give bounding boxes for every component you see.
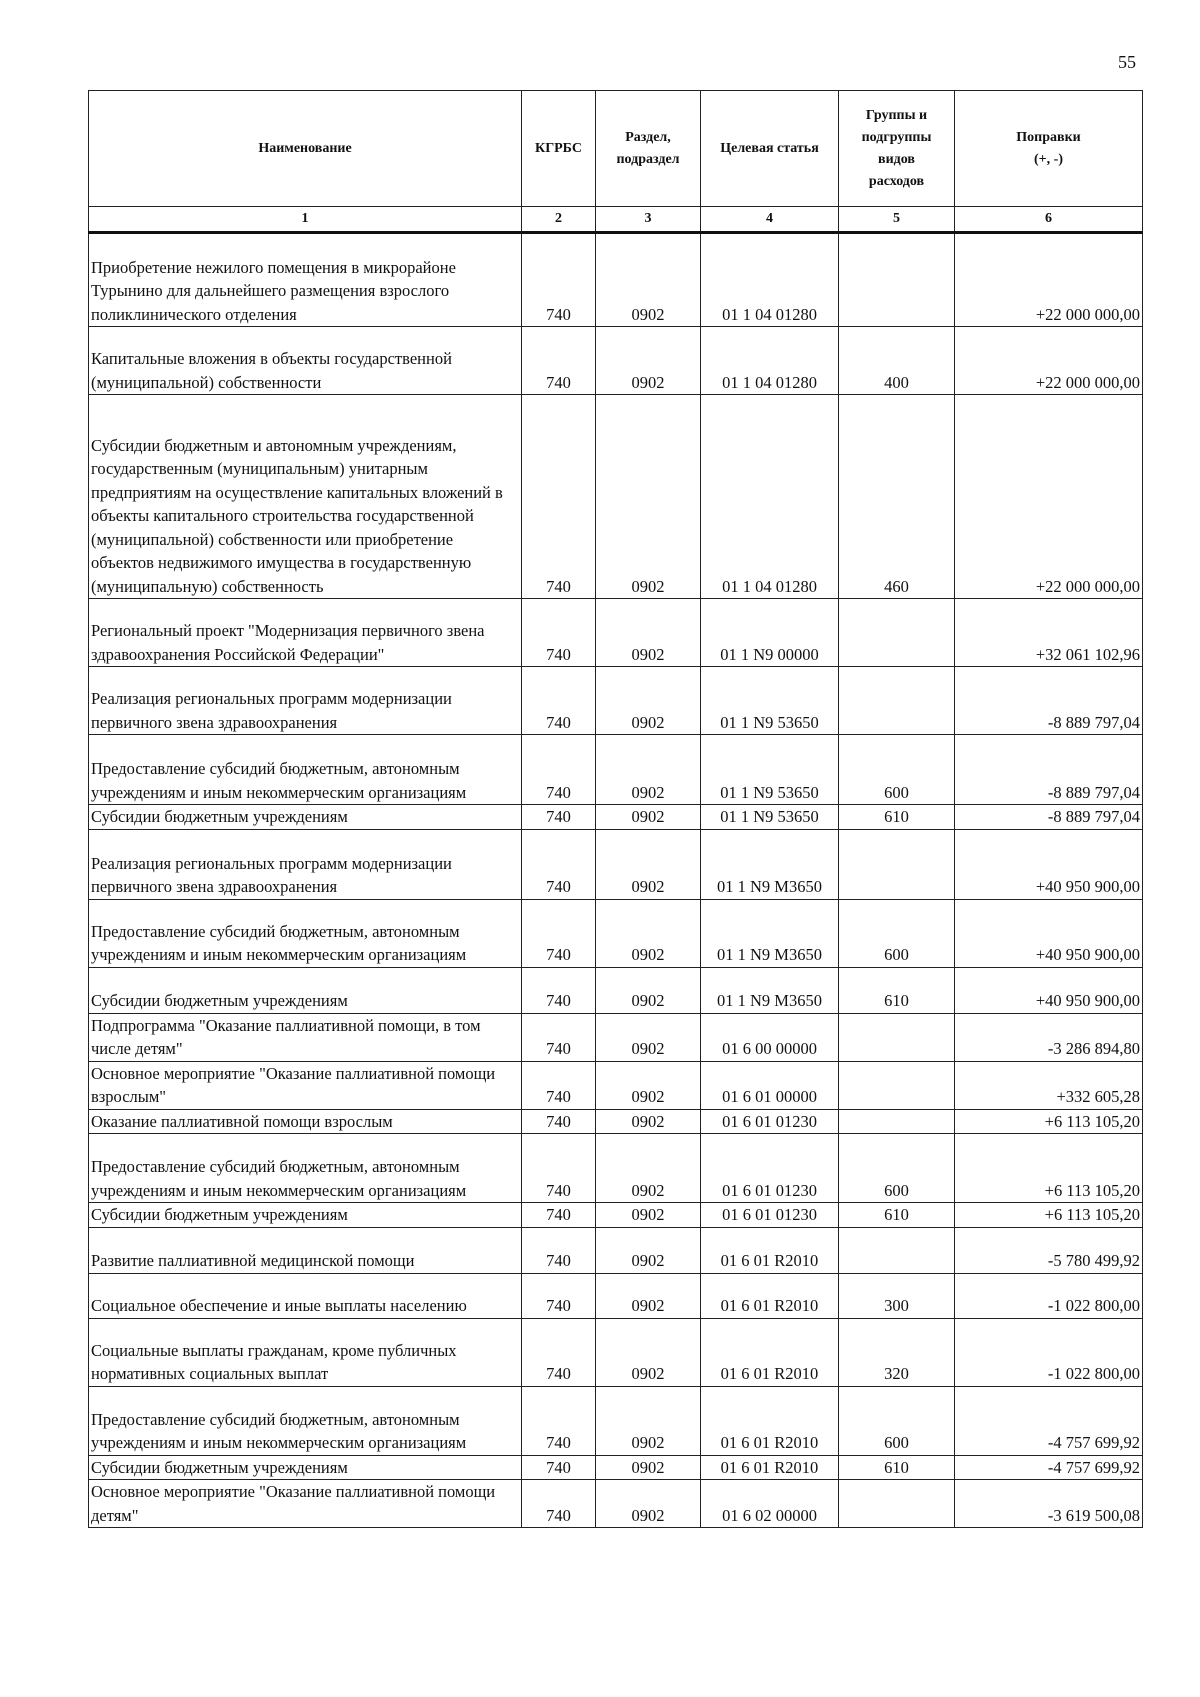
cell-group: 460 [839,395,955,599]
cell-name: Субсидии бюджетным учреждениям [89,1455,522,1480]
table-row [89,233,1143,327]
cell-amount: -1 022 800,00 [955,1318,1143,1386]
cell-section: 0902 [596,1273,701,1318]
cell-section: 0902 [596,735,701,805]
cell-group: 600 [839,1134,955,1203]
header-section: Раздел, подраздел [596,91,701,207]
table-row [89,667,1143,735]
table-row [89,1386,1143,1455]
cell-section: 0902 [596,1318,701,1386]
cell-name: Региональный проект "Модернизация первичного звена здравоохранения Российской Федерации" [89,599,522,667]
cell-group: 610 [839,1203,955,1228]
column-number: 4 [701,207,839,233]
cell-kgrbs: 740 [522,667,596,735]
cell-group: 610 [839,1455,955,1480]
cell-target: 01 6 01 R2010 [701,1318,839,1386]
cell-kgrbs: 740 [522,233,596,327]
cell-group: 610 [839,805,955,830]
table-row [89,1134,1143,1203]
cell-amount: -4 757 699,92 [955,1455,1143,1480]
cell-amount: +332 605,28 [955,1061,1143,1109]
column-number: 2 [522,207,596,233]
cell-section: 0902 [596,805,701,830]
table-row [89,1061,1143,1109]
cell-section: 0902 [596,1203,701,1228]
cell-name: Развитие паллиативной медицинской помощи [89,1227,522,1273]
cell-target: 01 6 01 R2010 [701,1386,839,1455]
cell-target: 01 6 01 R2010 [701,1273,839,1318]
header-kgrbs: КГРБС [522,91,596,207]
cell-name: Капитальные вложения в объекты государственной (муниципальной) собственности [89,327,522,395]
page-number: 55 [1118,52,1136,72]
cell-section: 0902 [596,1134,701,1203]
table-row [89,1455,1143,1480]
cell-kgrbs: 740 [522,1227,596,1273]
table-row [89,1013,1143,1061]
column-number: 1 [89,207,522,233]
cell-amount: +22 000 000,00 [955,395,1143,599]
header-groups: Группы и подгруппы видов расходов [839,91,955,207]
table-row [89,1227,1143,1273]
table-row [89,1203,1143,1228]
cell-section: 0902 [596,395,701,599]
cell-amount: +40 950 900,00 [955,829,1143,899]
cell-kgrbs: 740 [522,1203,596,1228]
cell-name: Предоставление субсидий бюджетным, автономным учреждениям и иным некоммерческим организациям [89,1134,522,1203]
table-row [89,899,1143,967]
table-body [89,233,1143,1528]
cell-name: Оказание паллиативной помощи взрослым [89,1109,522,1134]
cell-group [839,667,955,735]
table-row [89,1273,1143,1318]
cell-name: Приобретение нежилого помещения в микрорайоне Турынино для дальнейшего размещения взрослого поликлинического отделения [89,233,522,327]
cell-amount: +40 950 900,00 [955,899,1143,967]
cell-kgrbs: 740 [522,1013,596,1061]
cell-target: 01 1 N9 M3650 [701,899,839,967]
cell-kgrbs: 740 [522,805,596,830]
table-row [89,967,1143,1013]
header-target: Целевая статья [701,91,839,207]
table-row [89,1318,1143,1386]
cell-section: 0902 [596,899,701,967]
header-row [89,91,1143,207]
cell-group [839,1013,955,1061]
cell-group [839,599,955,667]
cell-group [839,1227,955,1273]
cell-kgrbs: 740 [522,899,596,967]
cell-section: 0902 [596,327,701,395]
cell-amount: -3 286 894,80 [955,1013,1143,1061]
cell-group: 300 [839,1273,955,1318]
column-number-row [89,207,1143,233]
cell-section: 0902 [596,233,701,327]
table-row [89,805,1143,830]
cell-kgrbs: 740 [522,829,596,899]
table-row [89,1109,1143,1134]
cell-name: Реализация региональных программ модернизации первичного звена здравоохранения [89,829,522,899]
cell-amount: -8 889 797,04 [955,667,1143,735]
cell-name: Предоставление субсидий бюджетным, автономным учреждениям и иным некоммерческим организациям [89,735,522,805]
cell-amount: +6 113 105,20 [955,1134,1143,1203]
cell-target: 01 1 N9 53650 [701,805,839,830]
cell-target: 01 1 N9 53650 [701,735,839,805]
cell-name: Субсидии бюджетным учреждениям [89,967,522,1013]
column-number: 3 [596,207,701,233]
cell-kgrbs: 740 [522,1386,596,1455]
table-row [89,599,1143,667]
header-amendments: Поправки (+, -) [955,91,1143,207]
cell-kgrbs: 740 [522,327,596,395]
cell-kgrbs: 740 [522,1273,596,1318]
cell-kgrbs: 740 [522,395,596,599]
cell-target: 01 6 01 01230 [701,1109,839,1134]
cell-name: Предоставление субсидий бюджетным, автономным учреждениям и иным некоммерческим организациям [89,1386,522,1455]
cell-target: 01 1 N9 M3650 [701,967,839,1013]
cell-target: 01 6 02 00000 [701,1480,839,1528]
cell-name: Реализация региональных программ модернизации первичного звена здравоохранения [89,667,522,735]
cell-target: 01 6 00 00000 [701,1013,839,1061]
cell-target: 01 6 01 01230 [701,1203,839,1228]
cell-kgrbs: 740 [522,1455,596,1480]
cell-target: 01 6 01 R2010 [701,1227,839,1273]
column-number: 6 [955,207,1143,233]
cell-amount: -8 889 797,04 [955,735,1143,805]
budget-amendments-table [88,90,1143,1528]
cell-group [839,829,955,899]
cell-target: 01 1 04 01280 [701,233,839,327]
cell-name: Основное мероприятие "Оказание паллиативной помощи детям" [89,1480,522,1528]
cell-kgrbs: 740 [522,1134,596,1203]
cell-section: 0902 [596,967,701,1013]
cell-group: 320 [839,1318,955,1386]
cell-kgrbs: 740 [522,967,596,1013]
cell-group: 610 [839,967,955,1013]
cell-name: Субсидии бюджетным учреждениям [89,805,522,830]
cell-section: 0902 [596,1013,701,1061]
cell-amount: -3 619 500,08 [955,1480,1143,1528]
cell-target: 01 6 01 01230 [701,1134,839,1203]
cell-section: 0902 [596,1227,701,1273]
table-row [89,829,1143,899]
table-row [89,327,1143,395]
cell-section: 0902 [596,1386,701,1455]
header-name: Наименование [89,91,522,207]
cell-amount: -8 889 797,04 [955,805,1143,830]
cell-kgrbs: 740 [522,1480,596,1528]
cell-kgrbs: 740 [522,1061,596,1109]
cell-name: Основное мероприятие "Оказание паллиативной помощи взрослым" [89,1061,522,1109]
cell-group [839,1480,955,1528]
cell-group [839,233,955,327]
cell-target: 01 6 01 R2010 [701,1455,839,1480]
cell-target: 01 1 N9 53650 [701,667,839,735]
cell-name: Социальные выплаты гражданам, кроме публичных нормативных социальных выплат [89,1318,522,1386]
cell-amount: +22 000 000,00 [955,233,1143,327]
cell-target: 01 1 04 01280 [701,395,839,599]
cell-name: Подпрограмма "Оказание паллиативной помощи, в том числе детям" [89,1013,522,1061]
cell-kgrbs: 740 [522,599,596,667]
cell-amount: +40 950 900,00 [955,967,1143,1013]
cell-amount: -4 757 699,92 [955,1386,1143,1455]
cell-group: 600 [839,735,955,805]
cell-target: 01 6 01 00000 [701,1061,839,1109]
cell-group [839,1109,955,1134]
cell-amount: +32 061 102,96 [955,599,1143,667]
cell-group: 600 [839,899,955,967]
cell-section: 0902 [596,829,701,899]
cell-group [839,1061,955,1109]
cell-name: Социальное обеспечение и иные выплаты населению [89,1273,522,1318]
column-number: 5 [839,207,955,233]
table-row [89,1480,1143,1528]
cell-section: 0902 [596,1109,701,1134]
cell-section: 0902 [596,667,701,735]
cell-amount: -1 022 800,00 [955,1273,1143,1318]
cell-name: Субсидии бюджетным и автономным учреждениям, государственным (муниципальным) унитарным предприятиям на осуществление капитальных вложений в объекты капитального строительства государственной (муниципальной) собственности или приобретение объектов недвижимого имущества в государственную (муниципальную) собственность [89,395,522,599]
cell-kgrbs: 740 [522,735,596,805]
cell-kgrbs: 740 [522,1109,596,1134]
cell-section: 0902 [596,1480,701,1528]
table-row [89,735,1143,805]
table-row [89,395,1143,599]
cell-target: 01 1 N9 00000 [701,599,839,667]
cell-target: 01 1 N9 M3650 [701,829,839,899]
cell-section: 0902 [596,1455,701,1480]
cell-target: 01 1 04 01280 [701,327,839,395]
cell-group: 600 [839,1386,955,1455]
cell-amount: -5 780 499,92 [955,1227,1143,1273]
cell-kgrbs: 740 [522,1318,596,1386]
cell-name: Предоставление субсидий бюджетным, автономным учреждениям и иным некоммерческим организациям [89,899,522,967]
cell-section: 0902 [596,1061,701,1109]
cell-name: Субсидии бюджетным учреждениям [89,1203,522,1228]
cell-amount: +22 000 000,00 [955,327,1143,395]
cell-section: 0902 [596,599,701,667]
cell-group: 400 [839,327,955,395]
cell-amount: +6 113 105,20 [955,1109,1143,1134]
cell-amount: +6 113 105,20 [955,1203,1143,1228]
